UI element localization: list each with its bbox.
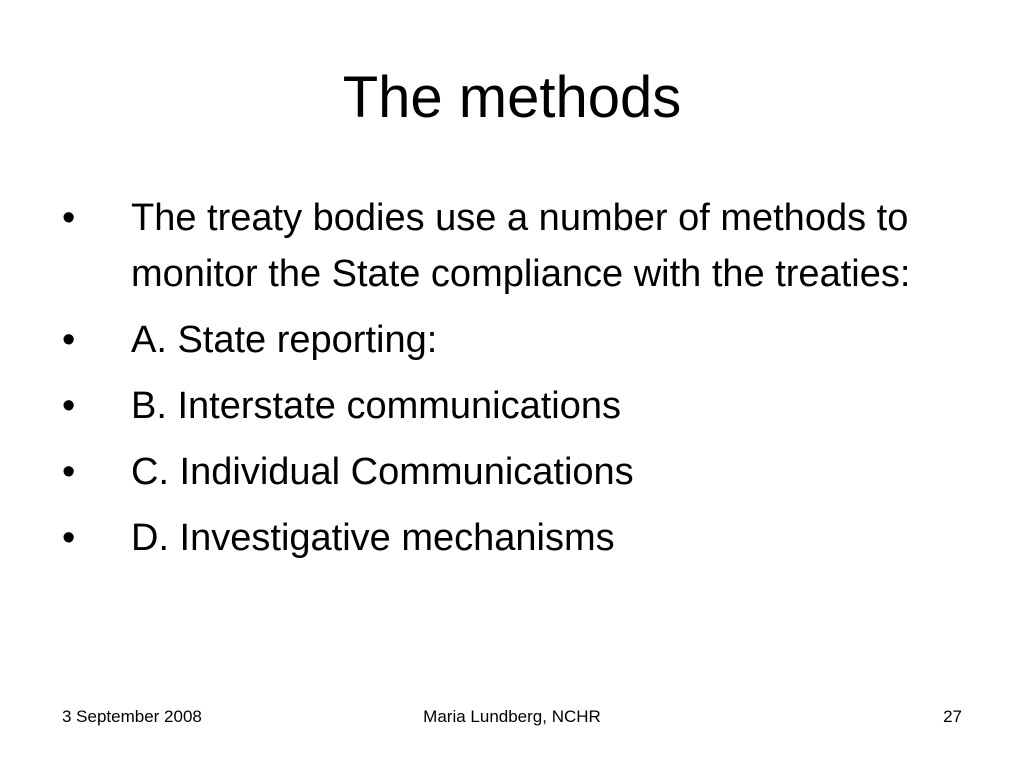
bullet-symbol: • [62, 385, 76, 427]
bullet-item [0, 190, 1024, 302]
footer-date: 3 September 2008 [62, 707, 202, 726]
bullet-symbol: • [62, 451, 76, 493]
bullet-text: A. State reporting: [131, 319, 438, 361]
bullet-item [0, 312, 1024, 368]
bullet-text: The treaty bodies use a number of methods to monitor the State compliance with the treaties: [131, 197, 911, 295]
bullet-text: C. Individual Communications [131, 451, 634, 493]
bullet-item [0, 510, 1024, 566]
bullet-symbol: • [62, 319, 76, 361]
bullet-text: D. Investigative mechanisms [131, 517, 615, 559]
bullet-item [0, 378, 1024, 434]
slide-title: The methods [342, 65, 682, 130]
footer-author: Maria Lundberg, NCHR [423, 707, 601, 726]
bullet-symbol: • [62, 197, 76, 239]
footer-page-number: 27 [943, 707, 962, 726]
bullet-symbol: • [62, 517, 76, 559]
bullet-text: B. Interstate communications [131, 385, 621, 427]
bullet-list [0, 190, 1024, 576]
bullet-item [0, 444, 1024, 500]
